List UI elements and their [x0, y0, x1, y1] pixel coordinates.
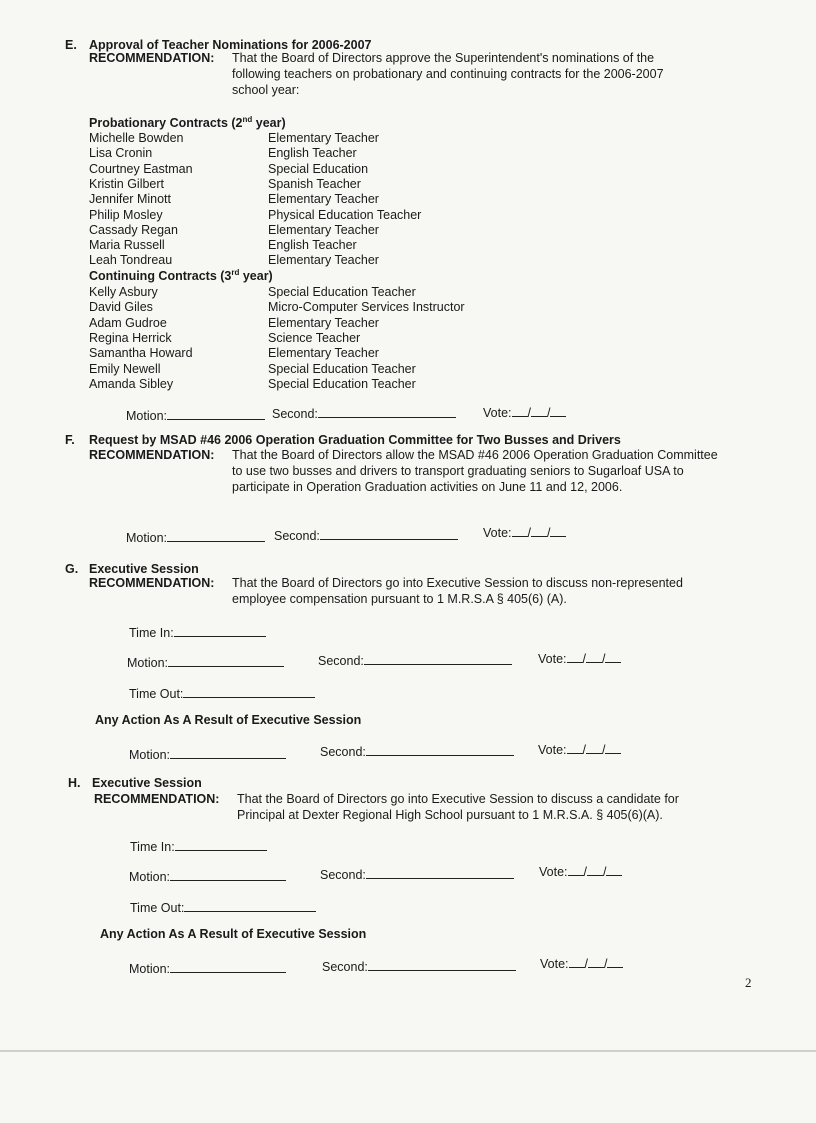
second-label: Second:	[318, 654, 364, 668]
vote-sep: /	[546, 526, 551, 540]
section-h-heading	[68, 776, 202, 790]
vote-abstain-blank[interactable]	[550, 404, 566, 417]
section-e-letter: E.	[65, 38, 77, 52]
motion-label: Motion:	[129, 748, 170, 762]
section-f-heading	[65, 433, 621, 447]
section-g-action-motion-field[interactable]	[129, 746, 286, 762]
probationary-heading	[89, 115, 286, 130]
section-e-vote-field[interactable]	[483, 404, 566, 420]
second-label: Second:	[322, 960, 368, 974]
section-e-recommendation	[89, 50, 709, 100]
vote-sep: /	[546, 406, 551, 420]
section-f-recommendation	[89, 447, 729, 517]
vote-no-blank[interactable]	[531, 524, 547, 537]
section-g-time-in-field[interactable]	[129, 624, 266, 640]
time-in-blank[interactable]	[174, 624, 266, 637]
teacher-name: Kristin Gilbert	[89, 176, 165, 191]
teacher-name: Cassady Regan	[89, 222, 178, 237]
vote-sep: /	[582, 743, 586, 757]
teacher-role: Spanish Teacher	[268, 176, 361, 191]
continuing-heading	[89, 268, 273, 283]
teacher-role: Elementary Teacher	[268, 346, 379, 361]
teacher-name: Samantha Howard	[89, 346, 193, 361]
vote-abstain-blank[interactable]	[605, 741, 621, 754]
section-h-action-second-field[interactable]	[322, 958, 516, 974]
second-blank[interactable]	[366, 743, 514, 756]
vote-label: Vote:	[539, 865, 568, 879]
vote-label: Vote:	[540, 957, 569, 971]
motion-blank[interactable]	[167, 529, 265, 542]
section-h-recommendation	[94, 791, 734, 825]
teacher-role: Elementary Teacher	[268, 315, 379, 330]
vote-sep: /	[601, 743, 606, 757]
vote-label: Vote:	[538, 652, 567, 666]
vote-abstain-blank[interactable]	[607, 955, 623, 968]
second-label: Second:	[320, 868, 366, 882]
section-g-action-heading: Any Action As A Result of Executive Session	[95, 713, 362, 727]
paper-fold-line	[0, 1050, 816, 1052]
motion-label: Motion:	[126, 531, 167, 545]
vote-sep: /	[584, 957, 588, 971]
teacher-name: Jennifer Minott	[89, 192, 171, 207]
section-f-second-field[interactable]	[274, 527, 458, 543]
vote-sep: /	[583, 865, 587, 879]
motion-label: Motion:	[126, 409, 167, 423]
vote-sep: /	[602, 865, 607, 879]
teacher-role: Special Education Teacher	[268, 285, 416, 299]
section-h-second-field[interactable]	[320, 866, 514, 882]
second-blank[interactable]	[368, 958, 516, 971]
vote-no-blank[interactable]	[586, 650, 602, 663]
time-out-blank[interactable]	[184, 899, 316, 912]
vote-sep: /	[527, 526, 531, 540]
time-in-blank[interactable]	[175, 838, 267, 851]
teacher-name: Courtney Eastman	[89, 161, 193, 176]
vote-abstain-blank[interactable]	[605, 650, 621, 663]
second-label: Second:	[320, 745, 366, 759]
second-label: Second:	[272, 407, 318, 421]
section-f-rec-label: RECOMMENDATION:	[89, 448, 215, 462]
section-g-action-vote-field[interactable]	[538, 741, 621, 757]
teacher-role: Special Education Teacher	[268, 376, 416, 391]
vote-yes-blank[interactable]	[569, 955, 585, 968]
motion-blank[interactable]	[170, 746, 286, 759]
time-out-label: Time Out:	[130, 901, 185, 915]
second-label: Second:	[274, 529, 320, 543]
section-f-rec-text: That the Board of Directors allow the MSAD #46 2006 Operation Graduation Committee to use two busses and drivers to transport graduating seniors to Sugarloaf USA to participate in Operation Graduation activities on June 11 and 12, 2006.	[232, 448, 718, 494]
section-g-second-field[interactable]	[318, 652, 512, 668]
teacher-name: Michelle Bowden	[89, 131, 184, 145]
vote-yes-blank[interactable]	[568, 863, 584, 876]
section-h-motion-field[interactable]	[129, 868, 286, 884]
teacher-role: Physical Education Teacher	[268, 207, 422, 222]
section-g-heading	[65, 562, 199, 576]
teacher-name: Adam Gudroe	[89, 315, 167, 330]
vote-yes-blank[interactable]	[512, 524, 528, 537]
motion-label: Motion:	[127, 656, 168, 670]
section-e-rec-label: RECOMMENDATION:	[89, 51, 215, 65]
teacher-role: English Teacher	[268, 238, 357, 253]
teacher-role: English Teacher	[268, 146, 357, 161]
vote-sep: /	[527, 406, 531, 420]
vote-yes-blank[interactable]	[512, 404, 528, 417]
teacher-role: Elementary Teacher	[268, 192, 379, 207]
vote-sep: /	[601, 652, 606, 666]
vote-no-blank[interactable]	[586, 741, 602, 754]
vote-sep: /	[582, 652, 586, 666]
time-in-label: Time In:	[129, 626, 174, 640]
section-f-vote-field[interactable]	[483, 524, 566, 540]
teacher-name: David Giles	[89, 300, 153, 315]
section-h-rec-label: RECOMMENDATION:	[94, 792, 220, 806]
teacher-role: Special Education	[268, 161, 369, 176]
teacher-name: Leah Tondreau	[89, 253, 173, 268]
section-h-time-in-field[interactable]	[130, 838, 267, 854]
motion-blank[interactable]	[168, 654, 284, 667]
section-f-title: Request by MSAD #46 2006 Operation Graduation Committee for Two Busses and Drivers	[89, 433, 621, 447]
vote-no-blank[interactable]	[587, 863, 603, 876]
section-g-letter: G.	[65, 562, 79, 576]
motion-blank[interactable]	[167, 407, 265, 420]
motion-label: Motion:	[129, 870, 170, 884]
teacher-name: Amanda Sibley	[89, 376, 174, 391]
section-g-vote-field[interactable]	[538, 650, 621, 666]
teacher-name: Kelly Asbury	[89, 285, 158, 299]
teacher-name: Philip Mosley	[89, 207, 163, 222]
vote-label: Vote:	[538, 743, 567, 757]
section-h-action-vote-field[interactable]	[540, 955, 623, 971]
motion-label: Motion:	[129, 962, 170, 976]
continuing-heading-year: year)	[239, 269, 273, 284]
teacher-role: Science Teacher	[268, 330, 361, 345]
motion-blank[interactable]	[170, 868, 286, 881]
section-e-second-field[interactable]	[272, 405, 456, 421]
probationary-heading-sup: nd	[242, 115, 253, 124]
section-h-letter: H.	[68, 776, 81, 790]
time-in-label: Time In:	[130, 840, 175, 854]
teacher-role: Special Education Teacher	[268, 361, 416, 376]
section-h-title: Executive Session	[92, 776, 202, 790]
second-blank[interactable]	[320, 527, 458, 540]
section-g-title: Executive Session	[89, 562, 199, 576]
section-h-vote-field[interactable]	[539, 863, 622, 879]
section-g-rec-text: That the Board of Directors go into Executive Session to discuss non-represented employee compensation pursuant to 1 M.R.S.A § 405(6) (A).	[232, 576, 683, 606]
section-f-letter: F.	[65, 433, 75, 447]
vote-sep: /	[603, 957, 608, 971]
time-out-blank[interactable]	[183, 685, 315, 698]
vote-label: Vote:	[483, 526, 512, 540]
section-g-time-out-field[interactable]	[129, 685, 315, 701]
section-g-rec-label: RECOMMENDATION:	[89, 576, 215, 590]
section-h-rec-text: That the Board of Directors go into Executive Session to discuss a candidate for Principal at Dexter Regional High School pursuant to 1 M.R.S.A. § 405(6)(A).	[237, 792, 679, 822]
teacher-role: Micro-Computer Services Instructor	[268, 300, 465, 315]
second-blank[interactable]	[364, 652, 512, 665]
teacher-name: Maria Russell	[89, 238, 165, 253]
teacher-name: Emily Newell	[89, 361, 161, 376]
section-e-motion-field[interactable]	[126, 407, 265, 423]
vote-label: Vote:	[483, 406, 512, 420]
section-h-time-out-field[interactable]	[130, 899, 316, 915]
continuing-heading-text: Continuing Contracts (3	[89, 269, 232, 284]
second-blank[interactable]	[366, 866, 514, 879]
motion-blank[interactable]	[170, 960, 286, 973]
section-g-action-second-field[interactable]	[320, 743, 514, 759]
vote-no-blank[interactable]	[531, 404, 547, 417]
vote-yes-blank[interactable]	[567, 650, 583, 663]
teacher-name: Regina Herrick	[89, 330, 172, 345]
page-number: 2	[745, 975, 752, 990]
section-h-action-motion-field[interactable]	[129, 960, 286, 976]
vote-no-blank[interactable]	[588, 955, 604, 968]
section-e-rec-text: That the Board of Directors approve the Superintendent's nominations of the following teachers on probationary and continuing contracts for the 2006-2007 school year:	[232, 51, 664, 97]
teacher-name: Lisa Cronin	[89, 146, 153, 161]
probationary-heading-text: Probationary Contracts (2	[89, 116, 243, 131]
vote-abstain-blank[interactable]	[550, 524, 566, 537]
section-g-motion-field[interactable]	[127, 654, 284, 670]
section-f-motion-field[interactable]	[126, 529, 265, 545]
teacher-role: Elementary Teacher	[268, 131, 379, 145]
second-blank[interactable]	[318, 405, 456, 418]
vote-abstain-blank[interactable]	[606, 863, 622, 876]
section-g-recommendation	[89, 575, 729, 609]
time-out-label: Time Out:	[129, 687, 184, 701]
section-e-title: Approval of Teacher Nominations for 2006-2007	[89, 38, 372, 52]
teacher-role: Elementary Teacher	[268, 222, 379, 237]
vote-yes-blank[interactable]	[567, 741, 583, 754]
section-h-action-heading: Any Action As A Result of Executive Session	[100, 927, 367, 941]
continuing-heading-sup: rd	[231, 268, 240, 277]
probationary-heading-year: year)	[252, 116, 286, 131]
teacher-role: Elementary Teacher	[268, 253, 379, 268]
